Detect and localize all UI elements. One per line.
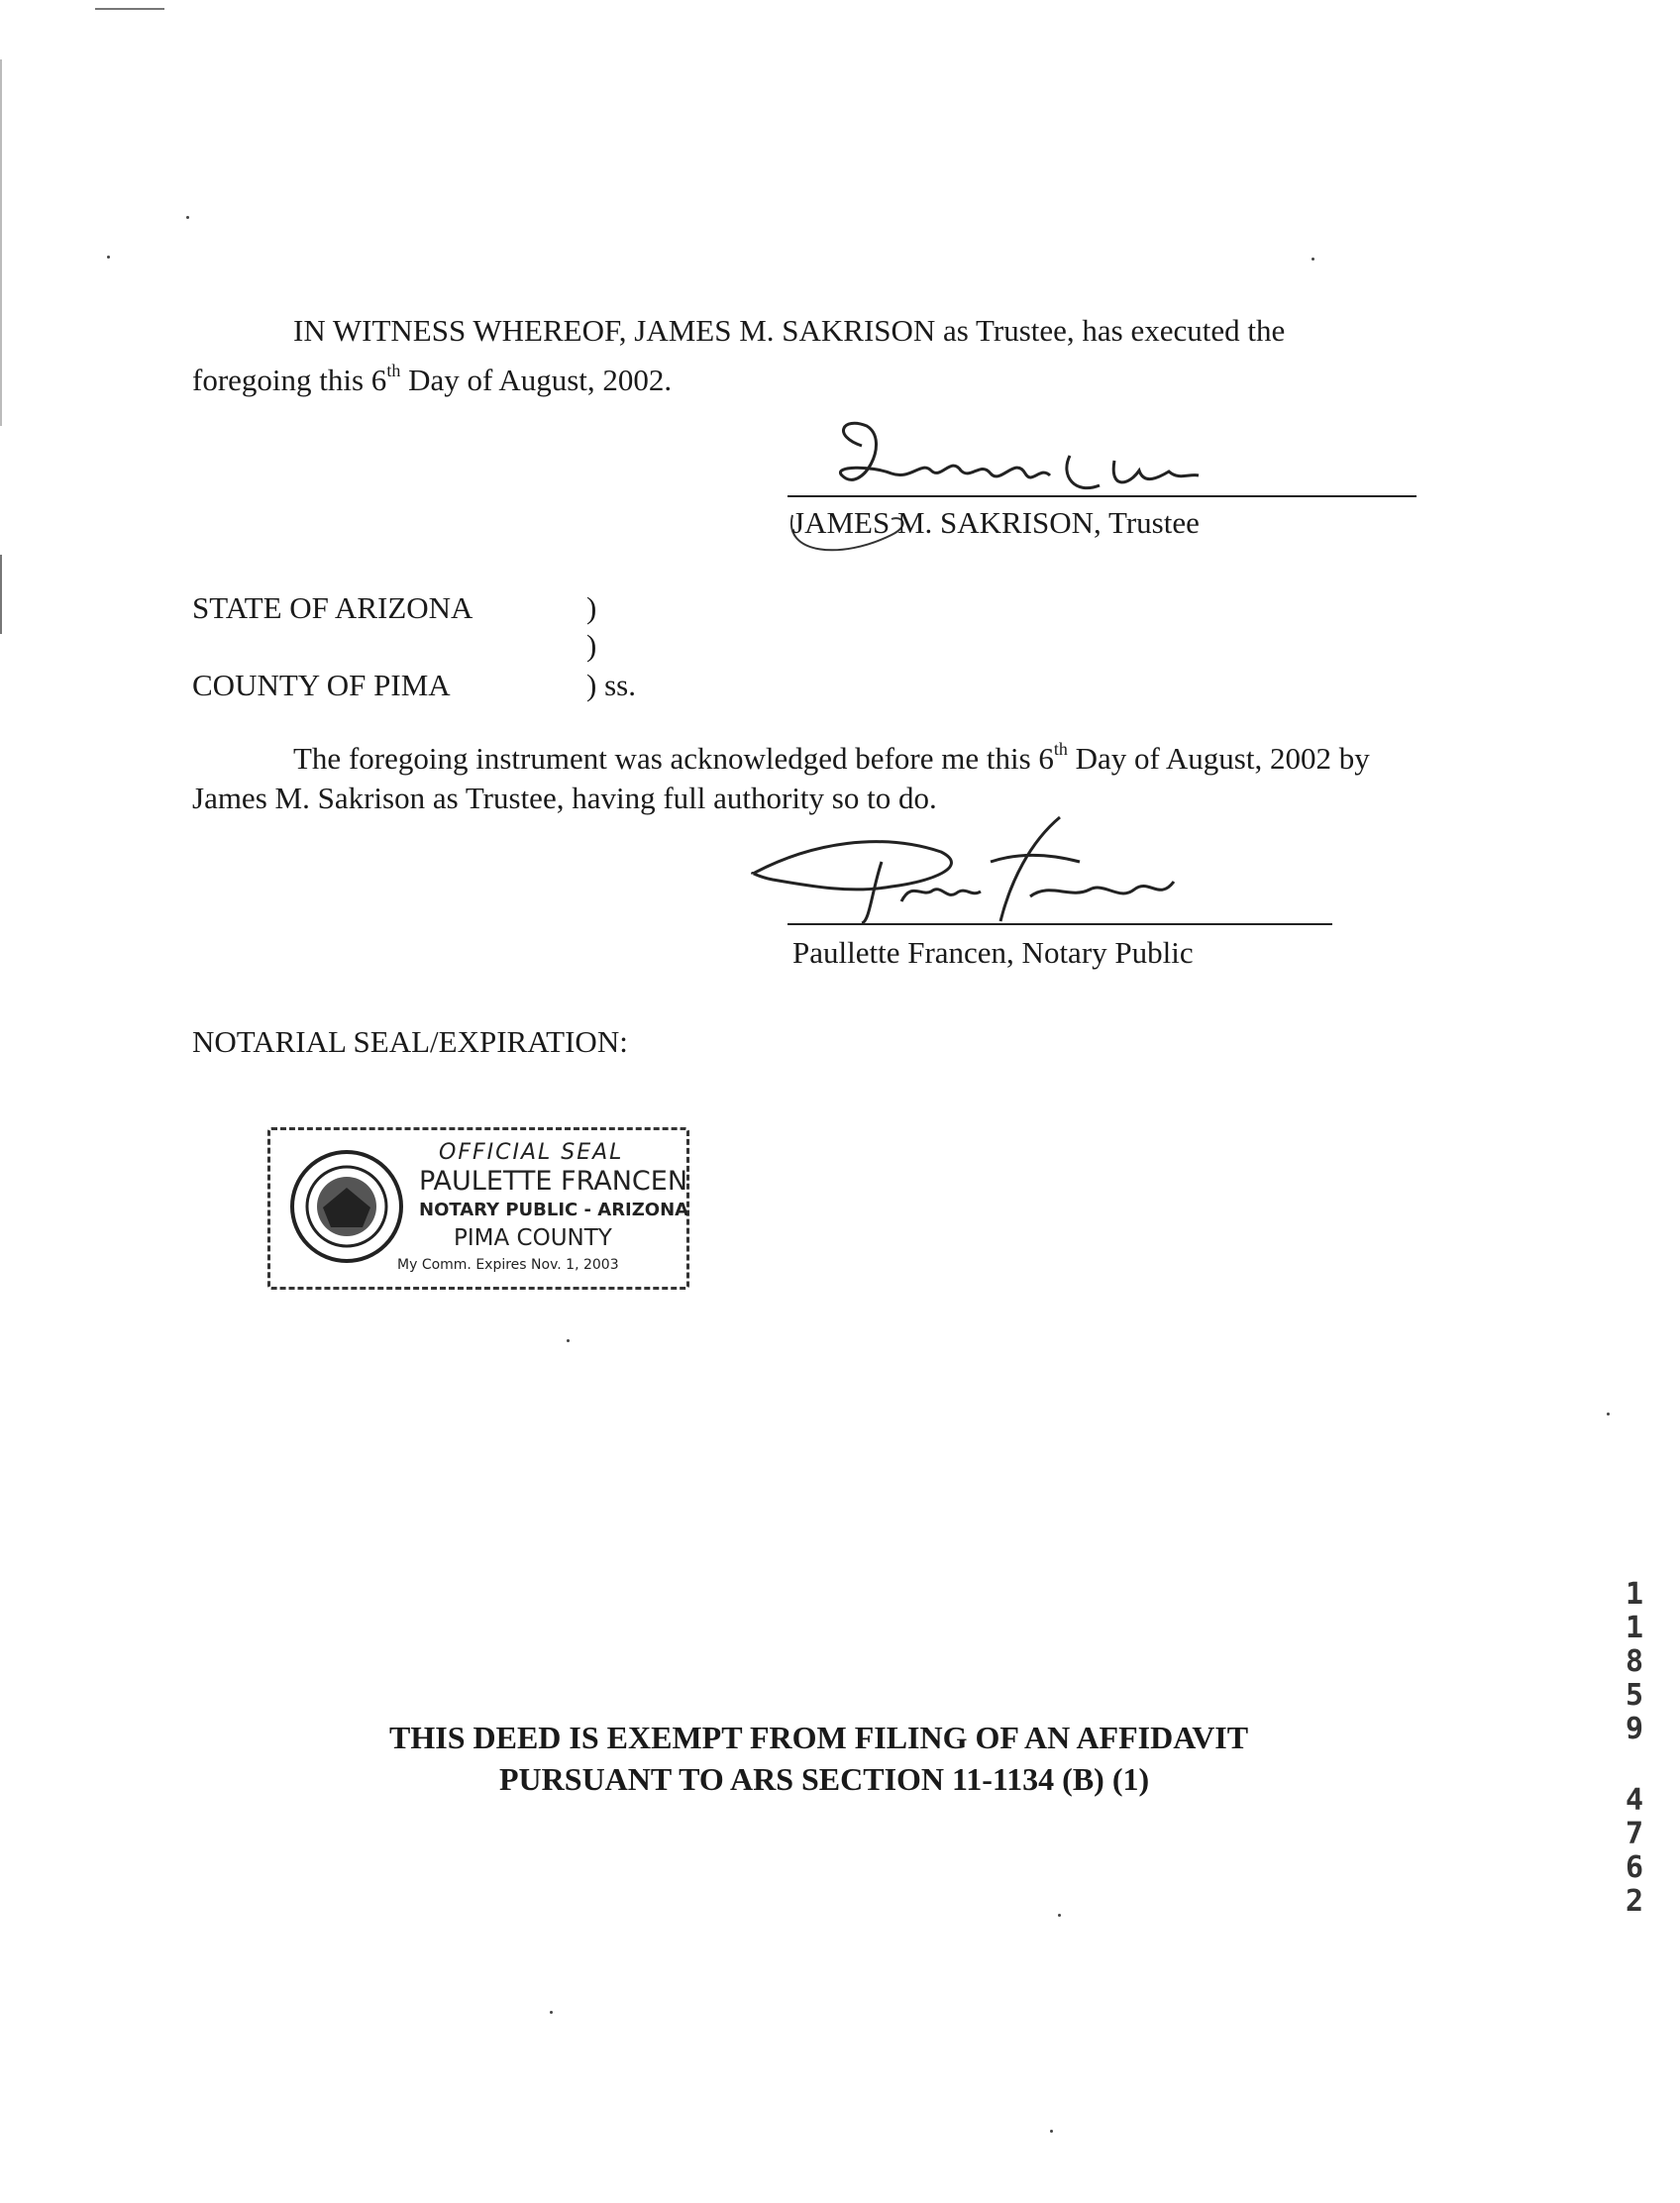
witness-clause-line2 xyxy=(192,361,673,397)
notary-name: Paullette Francen, Notary Public xyxy=(792,935,1194,970)
notary-signature xyxy=(733,812,1208,941)
trustee-name: JAMES M. SAKRISON, Trustee xyxy=(792,505,1200,540)
scan-speck xyxy=(567,1339,570,1342)
trustee-signature xyxy=(773,416,1248,565)
seal-notary-public: NOTARY PUBLIC - ARIZONA xyxy=(419,1200,689,1220)
recording-digit: 4 xyxy=(1625,1783,1644,1818)
scan-edge-mark xyxy=(0,59,2,426)
seal-county: PIMA COUNTY xyxy=(454,1225,612,1251)
scan-edge-mark xyxy=(0,555,2,634)
scan-speck xyxy=(1058,1914,1061,1917)
exemption-line2: PURSUANT TO ARS SECTION 11-1134 (B) (1) xyxy=(499,1761,1150,1797)
venue-paren: ) xyxy=(586,628,597,663)
exemption-line1: THIS DEED IS EXEMPT FROM FILING OF AN AFFIDAVIT xyxy=(389,1720,1249,1755)
witness-text: Day of August, 2002. xyxy=(400,363,673,397)
recording-digit: 8 xyxy=(1625,1644,1644,1679)
trustee-signature-line xyxy=(788,495,1417,497)
arizona-seal-emblem xyxy=(288,1148,405,1265)
witness-clause-line1: IN WITNESS WHEREOF, JAMES M. SAKRISON as Trustee, has executed the xyxy=(293,313,1286,348)
recording-digit: 9 xyxy=(1625,1712,1644,1746)
acknowledgment-text: Day of August, 2002 by xyxy=(1067,741,1370,776)
recording-digit: 1 xyxy=(1625,1611,1644,1645)
recording-digit: 6 xyxy=(1625,1850,1644,1885)
venue-paren-ss: ) ss. xyxy=(586,668,636,702)
recording-digit: 5 xyxy=(1625,1678,1644,1713)
ordinal-suffix: th xyxy=(386,361,401,380)
acknowledgment-line2: James M. Sakrison as Trustee, having full authority so to do. xyxy=(192,781,937,815)
scan-speck xyxy=(550,2011,553,2014)
recording-digit: 1 xyxy=(1625,1577,1644,1612)
notarial-seal-heading: NOTARIAL SEAL/EXPIRATION: xyxy=(192,1024,628,1059)
scan-speck xyxy=(1607,1413,1610,1416)
scan-speck xyxy=(1050,2130,1053,2133)
venue-state: STATE OF ARIZONA xyxy=(192,590,473,625)
recording-digit: 2 xyxy=(1625,1884,1644,1919)
seal-notary-name: PAULETTE FRANCEN xyxy=(419,1166,688,1197)
ordinal-suffix: th xyxy=(1053,739,1068,759)
seal-official: OFFICIAL SEAL xyxy=(439,1140,624,1165)
acknowledgment-line1 xyxy=(293,739,1370,776)
recording-digit: 7 xyxy=(1625,1817,1644,1851)
acknowledgment-text: The foregoing instrument was acknowledged before me this 6 xyxy=(293,741,1054,776)
scan-speck xyxy=(107,256,110,259)
seal-expiration: My Comm. Expires Nov. 1, 2003 xyxy=(397,1257,619,1273)
notary-signature-line xyxy=(788,923,1332,925)
venue-county: COUNTY OF PIMA xyxy=(192,668,451,702)
scan-speck xyxy=(186,216,189,219)
witness-text: foregoing this 6 xyxy=(192,363,387,397)
scan-speck xyxy=(1312,258,1314,261)
notary-stamp xyxy=(267,1127,689,1290)
scan-top-mark xyxy=(95,8,164,10)
venue-paren: ) xyxy=(586,590,597,625)
